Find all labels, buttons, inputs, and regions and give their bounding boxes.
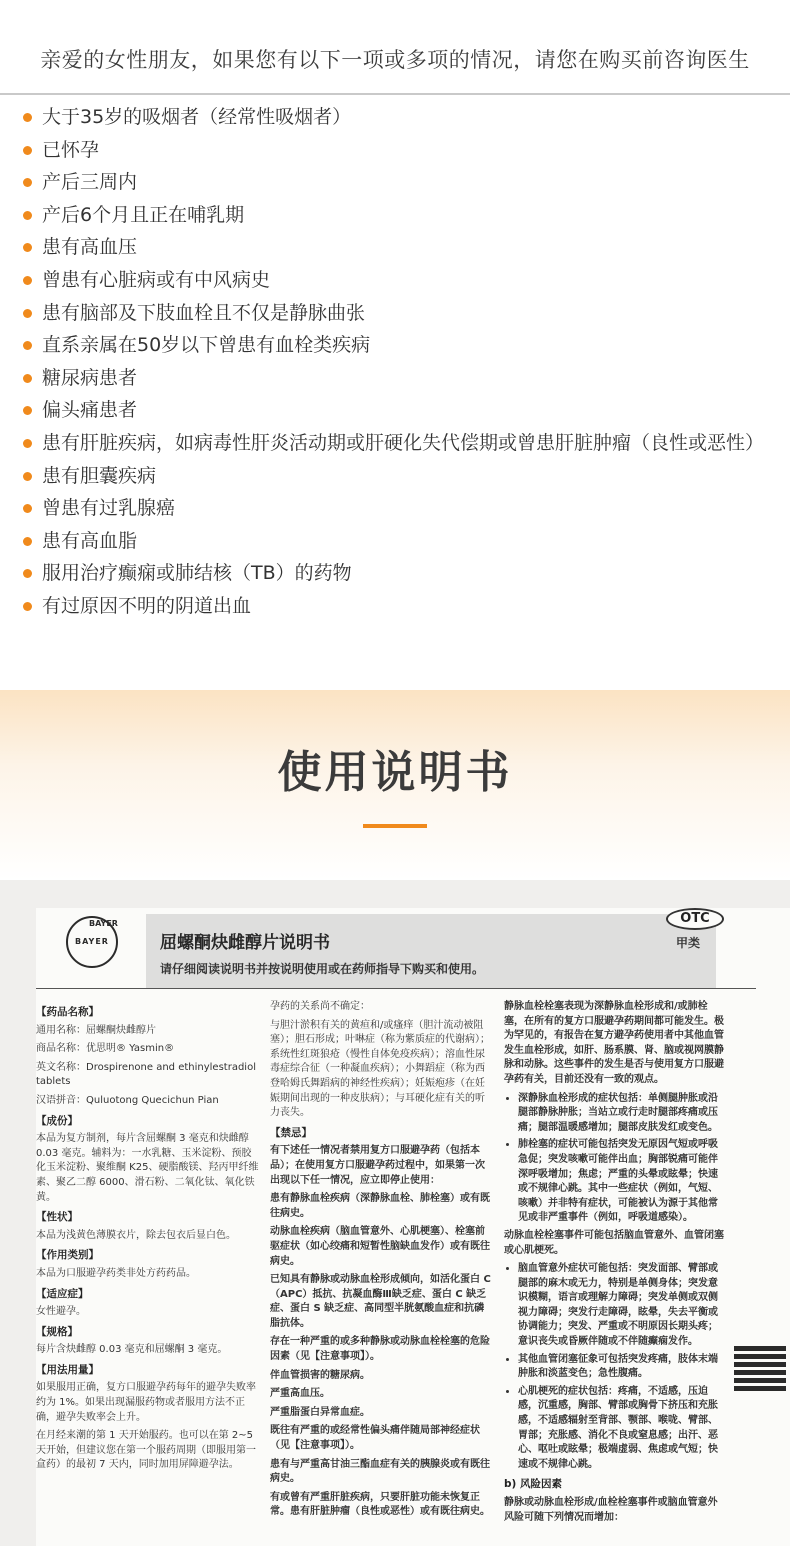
list-item: • 其他血管闭塞征象可包括突发疼痛，肢体末端肿胀和淡蓝变色；急性腹痛。 [518, 1353, 726, 1382]
composition-text: 本品为复方制剂，每片含屈螺酮 3 毫克和炔雌醇 0.03 毫克。辅料为：一水乳糖、玉米淀粉、预胶化玉米淀粉、聚维酮 K25、硬脂酸镁、羟丙甲纤维素、聚乙二醇 6000、滑石粉、二氧化钛、氧化铁黄。 [36, 1133, 259, 1203]
contraindications-intro: 有下述任一情况者禁用复方口服避孕药（包括本品）；在使用复方口服避孕药过程中，如果第一次出现以下任一情况，应立即停止使用： [270, 1145, 485, 1186]
list-item: 曾患有过乳腺癌 [22, 492, 782, 525]
list-item: • 心肌梗死的症状包括：疼痛，不适感，压迫感，沉重感，胸部、臂部或胸骨下挤压和充胀感，不适感辐射至背部、颚部、喉咙、臂部、胃部；充胀感、消化不良或窒息感；出汗、恶心、呕吐或眩晕；极端虚弱、焦虑或气短；快速或不规律心跳。 [518, 1385, 726, 1473]
list-item: 患有肝脏疾病，如病毒性肝炎活动期或肝硬化失代偿期或曾患肝脏肿瘤（良性或恶性） [22, 427, 782, 460]
list-item: 患有高血脂 [22, 525, 782, 558]
bayer-logo-icon: BAYER BAYER [66, 916, 118, 968]
contraindication-item: 患有与严重高甘油三酯血症有关的胰腺炎或有既往病史。 [270, 1458, 490, 1485]
leaflet-title: 屈螺酮炔雌醇片说明书 [160, 933, 330, 953]
list-item: • 脑血管意外症状可能包括：突发面部、臂部或腿部的麻木或无力，特别是单侧身体；突发意识模糊，语言或理解力障碍；突发单侧或双侧视力障碍；突发行走障碍，眩晕，失去平衡或协调能力；突发、严重或不明原因长期头疼；意识丧失或昏厥伴随或不伴随癫痫发作。 [518, 1262, 726, 1350]
bullet-dot-icon [23, 504, 32, 513]
category-text: 本品为口服避孕药类非处方药药品。 [36, 1267, 196, 1279]
bullet-dot-icon [23, 341, 32, 350]
bullet-dot-icon [23, 276, 32, 285]
bullet-dot-icon [23, 569, 32, 578]
bullet-dot-icon [23, 537, 32, 546]
list-item: 患有脑部及下肢血栓且不仅是静脉曲张 [22, 297, 782, 330]
section-title: 使用说明书 [277, 747, 513, 798]
contraindication-item: 严重脂蛋白异常血症。 [270, 1406, 370, 1418]
bullet-dot-icon [23, 472, 32, 481]
otc-badge: OTC [666, 908, 724, 930]
risk-factors-text: 静脉或动脉血栓形成/血栓栓塞事件或脑血管意外风险可随下列情况而增加： [504, 1497, 718, 1523]
page-header-title: 亲爱的女性朋友，如果您有以下一项或多项的情况，请您在购买前咨询医生 [40, 48, 750, 72]
symptom-list [504, 1092, 726, 1226]
bullet-dot-icon [23, 439, 32, 448]
list-item: 已怀孕 [22, 134, 782, 167]
list-item: 患有胆囊疾病 [22, 460, 782, 493]
pinyin-name: 汉语拼音：Quluotong Quecichun Pian [36, 1094, 219, 1106]
otc-category: 甲类 [676, 936, 701, 950]
heading-specification: 【规格】 [36, 1325, 78, 1338]
list-item: • 深静脉血栓形成的症状包括：单侧腿肿胀或沿腿部静脉肿胀；当站立或行走时腿部疼痛或压痛；腿部温暖感增加；腿部皮肤发红或变色。 [518, 1092, 726, 1136]
brand-name: 商品名称：优思明® Yasmin® [36, 1043, 175, 1055]
list-item: • 肺栓塞的症状可能包括突发无原因气短或呼吸急促；突发咳嗽可能伴出血；胸部锐痛可能伴深呼吸增加；焦虑；严重的头晕或眩晕；快速或不规律心跳。其中一些症状（例如，气短、咳嗽）并非特有症状，可能被认为源于其他常见或非严重事件（例如，呼吸道感染）。 [518, 1138, 726, 1226]
list-item: 偏头痛患者 [22, 394, 782, 427]
symptom-list [504, 1262, 726, 1472]
bullet-dot-icon [23, 113, 32, 122]
edge-marker-bars [734, 1346, 786, 1394]
title-accent-line [363, 824, 427, 828]
list-item: 直系亲属在50岁以下曾患有血栓类疾病 [22, 329, 782, 362]
header-divider [0, 93, 790, 95]
column2-conditions: 与胆汁淤积有关的黄疸和/或瘙痒（胆汁流动被阻塞）；胆石形成；叶啉症（称为紫质症的代谢病）；系统性红斑狼疮（慢性自体免疫疾病）；溶血性尿毒症综合征（一种凝血疾病）；小舞蹈症（称为西登哈姆氏舞蹈病的神经性疾病）；妊娠疱疹（在妊娠期间出现的一种皮肤病）；与耳硬化症有关的听力丧失。 [270, 1019, 490, 1119]
bullet-dot-icon [23, 178, 32, 187]
indication-text: 女性避孕。 [36, 1306, 86, 1318]
vte-intro: 静脉血栓栓塞表现为深静脉血栓形成和/或肺栓塞，在所有的复方口服避孕药期间都可能发生。极为罕见的，有报告在复方避孕药使用者中其他血管发生血栓形成，如肝、肠系膜、肾、脑或视网膜静脉和动脉。这些事件的发生是否与使用复方口服避孕药有关，目前还没有一致的观点。 [504, 1001, 724, 1085]
bullet-dot-icon [23, 602, 32, 611]
leaflet-column-2 [270, 1000, 492, 1524]
bullet-dot-icon [23, 146, 32, 155]
list-item: 产后三周内 [22, 166, 782, 199]
usage-text-1: 如果服用正确，复方口服避孕药每年的避孕失败率约为 1%。如果出现漏服药物或者服用方法不正确，避孕失败率会上升。 [36, 1382, 256, 1423]
leaflet-divider [36, 988, 756, 989]
english-name: 英文名称：Drospirenone and ethinylestradiol tablets [36, 1061, 256, 1088]
bullet-dot-icon [23, 309, 32, 318]
contraindication-item: 患有静脉血栓疾病（深静脉血栓、肺栓塞）或有既往病史。 [270, 1193, 490, 1219]
list-item: 患有高血压 [22, 231, 782, 264]
list-item: 产后6个月且正在哺乳期 [22, 199, 782, 232]
generic-name: 通用名称：屈螺酮炔雌醇片 [36, 1024, 156, 1036]
list-item: 服用治疗癫痫或肺结核（TB）的药物 [22, 557, 782, 590]
heading-category: 【作用类别】 [36, 1249, 99, 1262]
bullet-dot-icon [23, 374, 32, 383]
heading-composition: 【成份】 [36, 1114, 78, 1127]
heading-contraindications: 【禁忌】 [270, 1126, 312, 1139]
heading-risk-factors: b) 风险因素 [504, 1478, 562, 1491]
list-item: 曾患有心脏病或有中风病史 [22, 264, 782, 297]
list-item: 糖尿病患者 [22, 362, 782, 395]
column2-intro: 孕药的关系尚不确定： [270, 1001, 370, 1012]
leaflet-subtitle: 请仔细阅读说明书并按说明使用或在药师指导下购买和使用。 [160, 962, 485, 976]
contraindication-item: 既往有严重的或经常性偏头痛伴随局部神经症状（见【注意事项】）。 [270, 1425, 480, 1452]
contraindication-item: 存在一种严重的或多种静脉或动脉血栓栓塞的危险因素（见【注意事项】）。 [270, 1336, 490, 1363]
heading-indication: 【适应症】 [36, 1287, 89, 1300]
properties-text: 本品为浅黄色薄膜衣片，除去包衣后显白色。 [36, 1229, 236, 1241]
warning-list [22, 101, 782, 623]
specification-text: 每片含炔雌醇 0.03 毫克和屈螺酮 3 毫克。 [36, 1344, 228, 1356]
contraindication-item: 有或曾有严重肝脏疾病，只要肝脏功能未恢复正常。患有肝脏肿瘤（良性或恶性）或有既往病史。 [270, 1491, 490, 1518]
heading-drug-name: 【药品名称】 [36, 1006, 99, 1018]
contraindication-item: 严重高血压。 [270, 1388, 330, 1400]
contraindication-item: 已知具有静脉或动脉血栓形成倾向，如活化蛋白 C（APC）抵抗、抗凝血酶Ⅲ缺乏症、蛋白 C 缺乏症、蛋白 S 缺乏症、高同型半胱氨酸血症和抗磷脂抗体。 [270, 1274, 491, 1329]
list-item: 大于35岁的吸烟者（经常性吸烟者） [22, 101, 782, 134]
heading-properties: 【性状】 [36, 1211, 78, 1224]
usage-text-2: 在月经来潮的第 1 天开始服药。也可以在第 2~5 天开始，但建议您在第一个服药周期（即服用第一盒药）的最初 7 天内，同时加用屏障避孕法。 [36, 1430, 256, 1471]
bullet-dot-icon [23, 243, 32, 252]
leaflet-column-1 [36, 1000, 260, 1477]
contraindication-item: 伴血管损害的糖尿病。 [270, 1369, 370, 1381]
leaflet-scan [36, 908, 790, 1546]
contraindication-item: 动脉血栓疾病（脑血管意外、心肌梗塞）、栓塞前驱症状（如心绞痛和短暂性脑缺血发作）或有既往病史。 [270, 1226, 490, 1267]
arterial-intro: 动脉血栓栓塞事件可能包括脑血管意外、血管闭塞或心肌梗死。 [504, 1229, 724, 1256]
leaflet-column-3 [504, 1000, 726, 1529]
heading-usage: 【用法用量】 [36, 1363, 99, 1376]
bullet-dot-icon [23, 406, 32, 415]
list-item: 有过原因不明的阴道出血 [22, 590, 782, 623]
bullet-dot-icon [23, 211, 32, 220]
